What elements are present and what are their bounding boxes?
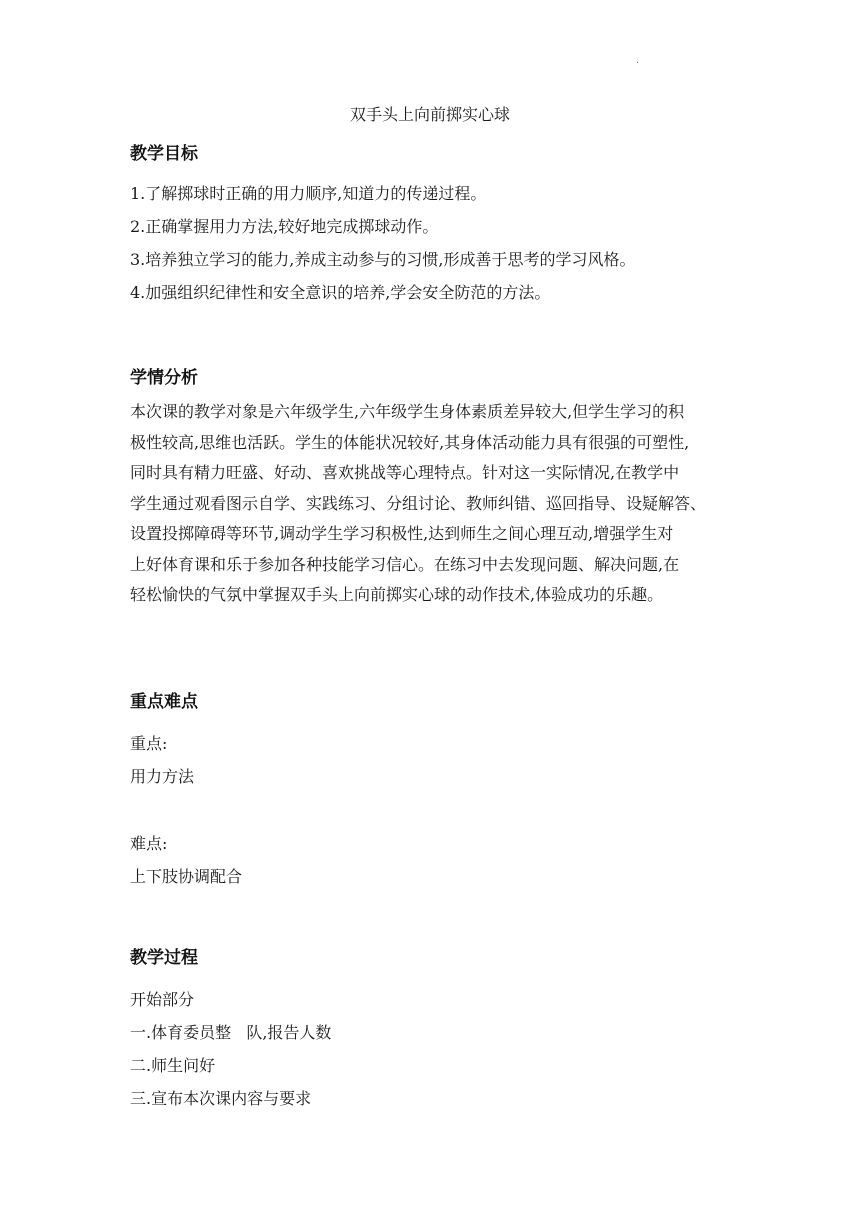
key-point-value: 用力方法 [130,767,195,786]
objective-item: 2.正确掌握用力方法,较好地完成掷球动作。 [130,217,439,236]
process-section-label: 开始部分 [130,990,195,1009]
objectives-section [130,140,735,168]
process-item: 一.体育委员整 队,报告人数 [130,1023,332,1042]
analysis-paragraph [130,397,735,611]
analysis-line: 上好体育课和乐于参加各种技能学习信心。在练习中去发现问题、解决问题,在 [130,554,680,574]
difficulty-label: 难点: [130,834,168,853]
difficulty-value: 上下肢协调配合 [130,867,243,886]
document-title: 双手头上向前掷实心球 [349,105,510,124]
process-item: 三.宣布本次课内容与要求 [130,1089,312,1108]
process-item: 二.师生问好 [130,1056,216,1075]
difficulty-block [130,827,735,893]
process-list [130,983,735,1115]
corner-mark: . [636,56,639,66]
process-heading: 教学过程 [130,948,198,968]
analysis-line: 本次课的教学对象是六年级学生,六年级学生身体素质差异较大,但学生学习的积 [130,402,685,421]
key-points-section [130,688,735,716]
analysis-line: 轻松愉快的气氛中掌握双手头上向前掷实心球的动作技术,体验成功的乐趣。 [130,585,664,604]
analysis-line: 同时具有精力旺盛、好动、喜欢挑战等心理特点。针对这一实际情况,在教学中 [130,463,680,482]
analysis-line: 学生通过观看图示自学、实践练习、分组讨论、教师纠错、巡回指导、设疑解答、 [130,493,707,513]
objectives-heading: 教学目标 [130,144,198,164]
key-points-heading: 重点难点 [130,692,198,712]
key-point-block [130,727,735,793]
process-section [130,944,735,972]
analysis-line: 极性较高,思维也活跃。学生的体能状况较好,其身体活动能力具有很强的可塑性, [130,432,690,452]
objective-item: 3.培养独立学习的能力,养成主动参与的习惯,形成善于思考的学习风格。 [130,250,636,269]
objectives-list [130,177,735,309]
objective-item: 1.了解掷球时正确的用力顺序,知道力的传递过程。 [130,184,487,203]
objective-item: 4.加强组织纪律性和安全意识的培养,学会安全防范的方法。 [130,283,551,302]
analysis-line: 设置投掷障碍等环节,调动学生学习积极性,达到师生之间心理互动,增强学生对 [130,524,674,543]
analysis-heading: 学情分析 [130,368,198,388]
analysis-section [130,364,735,392]
key-point-label: 重点: [130,734,168,753]
